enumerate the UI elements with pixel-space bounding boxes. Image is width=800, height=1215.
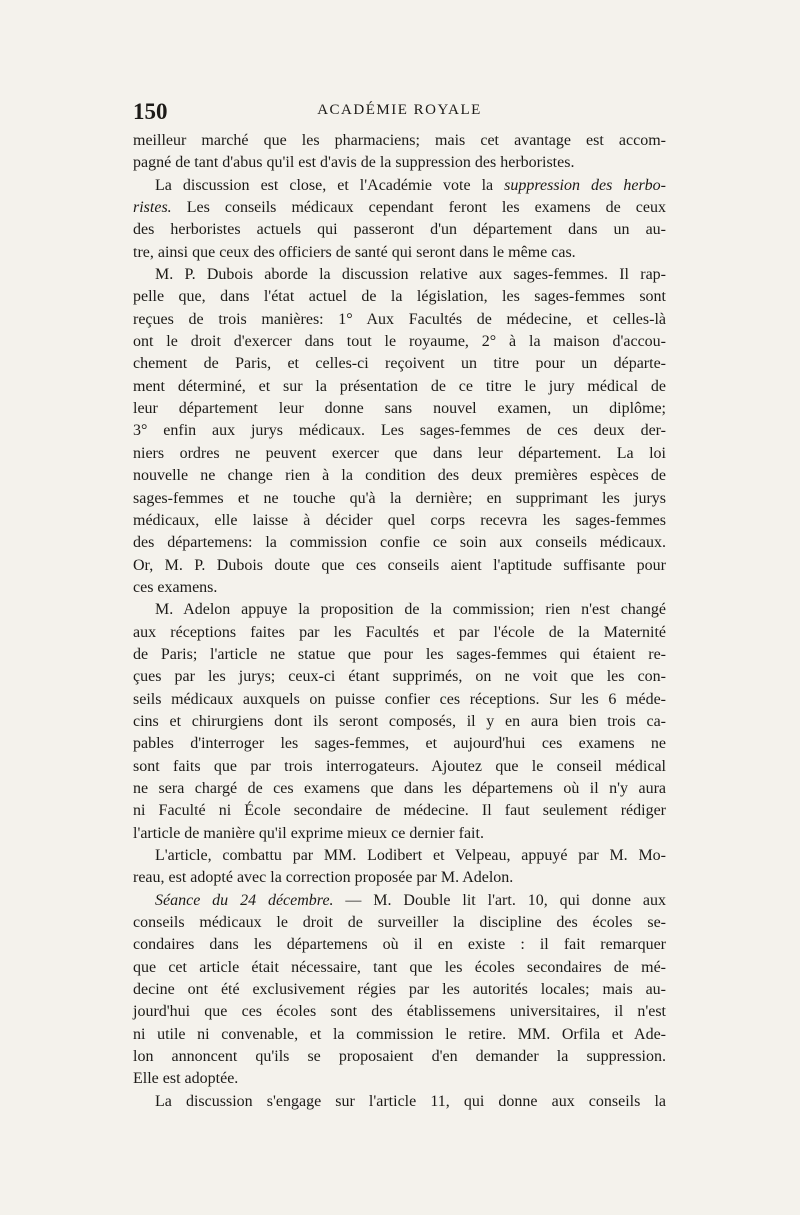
text-line: ment déterminé, et sur la présentation de ce titre le jury médical de	[133, 377, 666, 395]
text-line: conseils médicaux le droit de surveiller la discipline des écoles se-	[133, 914, 666, 932]
text-span: — M. Double lit l'art. 10, qui donne aux	[333, 891, 666, 909]
text-line: de Paris; l'article ne statue que pour les sages-femmes qui étaient re-	[133, 645, 666, 663]
text-span: Les conseils médicaux cependant feront les examens de ceux	[171, 199, 666, 217]
text-line: decine ont été exclusivement régies par les autorités locales; mais au-	[133, 981, 666, 999]
running-head: ACADÉMIE ROYALE	[317, 102, 482, 118]
text-line	[133, 197, 666, 219]
text-line: chement de Paris, et celles-ci reçoivent un titre pour un départe-	[133, 355, 666, 373]
text-line: pables d'interroger les sages-femmes, et aujourd'hui ces examens ne	[133, 735, 666, 753]
text-line: reçues de trois manières: 1° Aux Facultés de médecine, et celles-là	[133, 310, 666, 328]
text-line: 3° enfin aux jurys médicaux. Les sages-femmes de ces deux der-	[133, 422, 666, 440]
italic-span: suppression des herbo-	[504, 176, 667, 194]
text-line: leur département leur donne sans nouvel examen, un diplôme;	[133, 400, 666, 418]
text-line: meilleur marché que les pharmaciens; mais cet avantage est accom-	[133, 132, 666, 149]
text-line: L'article, combattu par MM. Lodibert et Velpeau, appuyé par M. Mo-	[155, 847, 666, 864]
text-line: l'article de manière qu'il exprime mieux ce dernier fait.	[133, 824, 484, 842]
text-line: çues par les jurys; ceux-ci étant supprimés, on ne voit que les con-	[133, 668, 666, 686]
text-line: ni Faculté ni École secondaire de médecine. Il faut seulement rédiger	[133, 802, 666, 820]
text-line: des herboristes actuels qui passeront d'un département dans un au-	[133, 221, 666, 239]
text-line: ont le droit d'exercer dans tout le royaume, 2° à la maison d'accou-	[133, 333, 666, 351]
text-line: médicaux, elle laisse à décider quel corps recevra les sages-femmes	[133, 511, 666, 529]
text-line	[133, 890, 666, 912]
text-line: tre, ainsi que ceux des officiers de santé qui seront dans le même cas.	[133, 243, 576, 261]
text-line: lon annoncent qu'ils se proposaient d'en demander la suppression.	[133, 1048, 666, 1066]
text-line: cins et chirurgiens dont ils seront composés, il y en aura bien trois ca-	[133, 712, 666, 730]
text-line: ces examens.	[133, 578, 218, 596]
text-line: seils médicaux auxquels on puisse confier ces réceptions. Sur les 6 méde-	[133, 690, 666, 708]
text-line: sages-femmes et ne touche qu'à la dernière; en supprimant les jurys	[133, 489, 666, 507]
text-line: ni utile ni convenable, et la commission le retire. MM. Orfila et Ade-	[133, 1025, 666, 1043]
text-line: niers ordres ne peuvent exercer que dans leur département. La loi	[133, 444, 666, 462]
text-line: aux réceptions faites par les Facultés et par l'école de la Maternité	[133, 623, 666, 641]
text-line: M. Adelon appuye la proposition de la commission; rien n'est changé	[155, 601, 666, 619]
text-span: La discussion est close, et l'Académie vote la	[155, 176, 505, 194]
text-line: Elle est adoptée.	[133, 1070, 239, 1088]
page-header	[133, 99, 666, 125]
text-line: sont faits que par trois interrogateurs. Ajoutez que le conseil médical	[133, 757, 666, 775]
italic-span: ristes.	[133, 199, 172, 217]
text-line: pagné de tant d'abus qu'il est d'avis de la suppression des herboristes.	[133, 154, 575, 172]
text-line: condaires dans les départemens où il en existe : il fait remarquer	[133, 936, 666, 954]
text-line: M. P. Dubois aborde la discussion relative aux sages-femmes. Il rap-	[155, 266, 666, 284]
text-line: des départemens: la commission confie ce soin aux conseils médicaux.	[133, 534, 666, 552]
body-text	[133, 130, 666, 1113]
text-line: que cet article était nécessaire, tant que les écoles secondaires de mé-	[133, 958, 666, 976]
page-number: 150	[133, 99, 168, 124]
text-line: nouvelle ne change rien à la condition des deux premières espèces de	[133, 467, 666, 485]
italic-span: Séance du 24 décembre.	[155, 891, 334, 909]
text-line: reau, est adopté avec la correction proposée par M. Adelon.	[133, 869, 514, 887]
text-line: Or, M. P. Dubois doute que ces conseils aient l'aptitude suffisante pour	[133, 556, 666, 574]
text-line: ne sera chargé de ces examens que dans les départemens où il n'y aura	[133, 779, 666, 797]
text-line: pelle que, dans l'état actuel de la législation, les sages-femmes sont	[133, 288, 666, 306]
text-line: La discussion s'engage sur l'article 11, qui donne aux conseils la	[155, 1092, 666, 1110]
text-line: jourd'hui que ces écoles sont des établissemens universitaires, il n'est	[133, 1003, 666, 1021]
text-line	[133, 175, 666, 197]
